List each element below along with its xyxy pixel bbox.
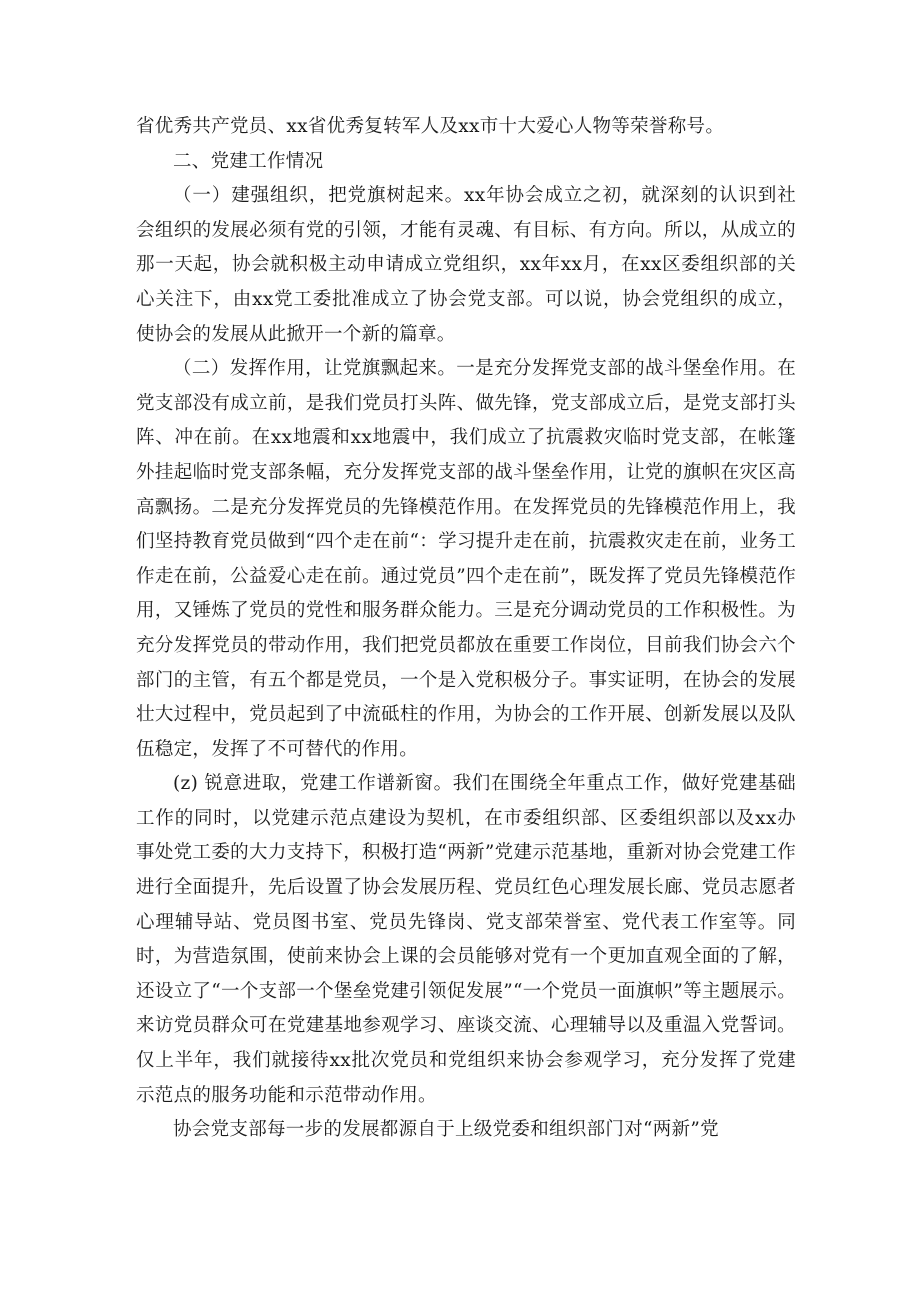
document-body (136, 110, 796, 1148)
section-heading-party-building: 二、党建工作情况 (173, 150, 324, 172)
paragraph-honors-continuation: 省优秀共产党员、xx省优秀复转军人及xx市十大爱心人物等荣誉称号。 (136, 116, 725, 137)
paragraph-closing-partial: 协会党支部每一步的发展都源自于上级党委和组织部门对“两新”党 (173, 1119, 719, 1141)
paragraph-build-organization: （一）建强组织，把党旗树起来。xx年协会成立之初，就深刻的认识到社会组织的发展必须有党的引领，才能有灵魂、有目标、有方向。所以，从成立的那一天起，协会就积极主动申请成立党组织，xx年xx月，在xx区委组织部的关心关注下，由xx党工委批准成立了协会党支部。可以说，协会党组织的成立，使协会的发展从此掀开一个新的篇章。 (136, 185, 796, 345)
paragraph-forge-ahead: (z) 锐意进取，党建工作谱新窗。我们在围绕全年重点工作，做好党建基础工作的同时，以党建示范点建设为契机，在市委组织部、区委组织部以及xx办事处党工委的大力支持下，积极打造“两新”党建示范基地，重新对协会党建工作进行全面提升，先后设置了协会发展历程、党员红色心理发展长廊、党员志愿者心理辅导站、党员图书室、党员先锋岗、党支部荣誉室、党代表工作室等。同时，为营造氛围，使前来协会上课的会员能够对党有一个更加直观全面的了解，还设立了“一个支部一个堡垒党建引领促发展”“一个党员一面旗帜”等主题展示。来访党员群众可在党建基地参观学习、座谈交流、心理辅导以及重温入党誓词。仅上半年，我们就接待xx批次党员和党组织来协会参观学习，充分发挥了党建示范点的服务功能和示范带动作用。 (136, 773, 796, 1106)
paragraph-play-role: （二）发挥作用，让党旗飘起来。一是充分发挥党支部的战斗堡垒作用。在党支部没有成立前，是我们党员打头阵、做先锋，党支部成立后，是党支部打头阵、冲在前。在xx地震和xx地震中，我们成立了抗震救灾临时党支部，在帐篷外挂起临时党支部条幅，充分发挥党支部的战斗堡垒作用，让党的旗帜在灾区高高飘扬。二是充分发挥党员的先锋模范作用。在发挥党员的先锋模范作用上，我们坚持教育党员做到“四个走在前“：学习提升走在前，抗震救灾走在前，业务工作走在前，公益爱心走在前。通过党员”四个走在前”，既发挥了党员先锋模范作用，又锤炼了党员的党性和服务群众能力。三是充分调动党员的工作积极性。为充分发挥党员的带动作用，我们把党员都放在重要工作岗位，目前我们协会六个部门的主管，有五个都是党员，一个是入党积极分子。事实证明，在协会的发展壮大过程中，党员起到了中流砥柱的作用，为协会的工作开展、创新发展以及队伍稳定，发挥了不可替代的作用。 (136, 358, 796, 760)
